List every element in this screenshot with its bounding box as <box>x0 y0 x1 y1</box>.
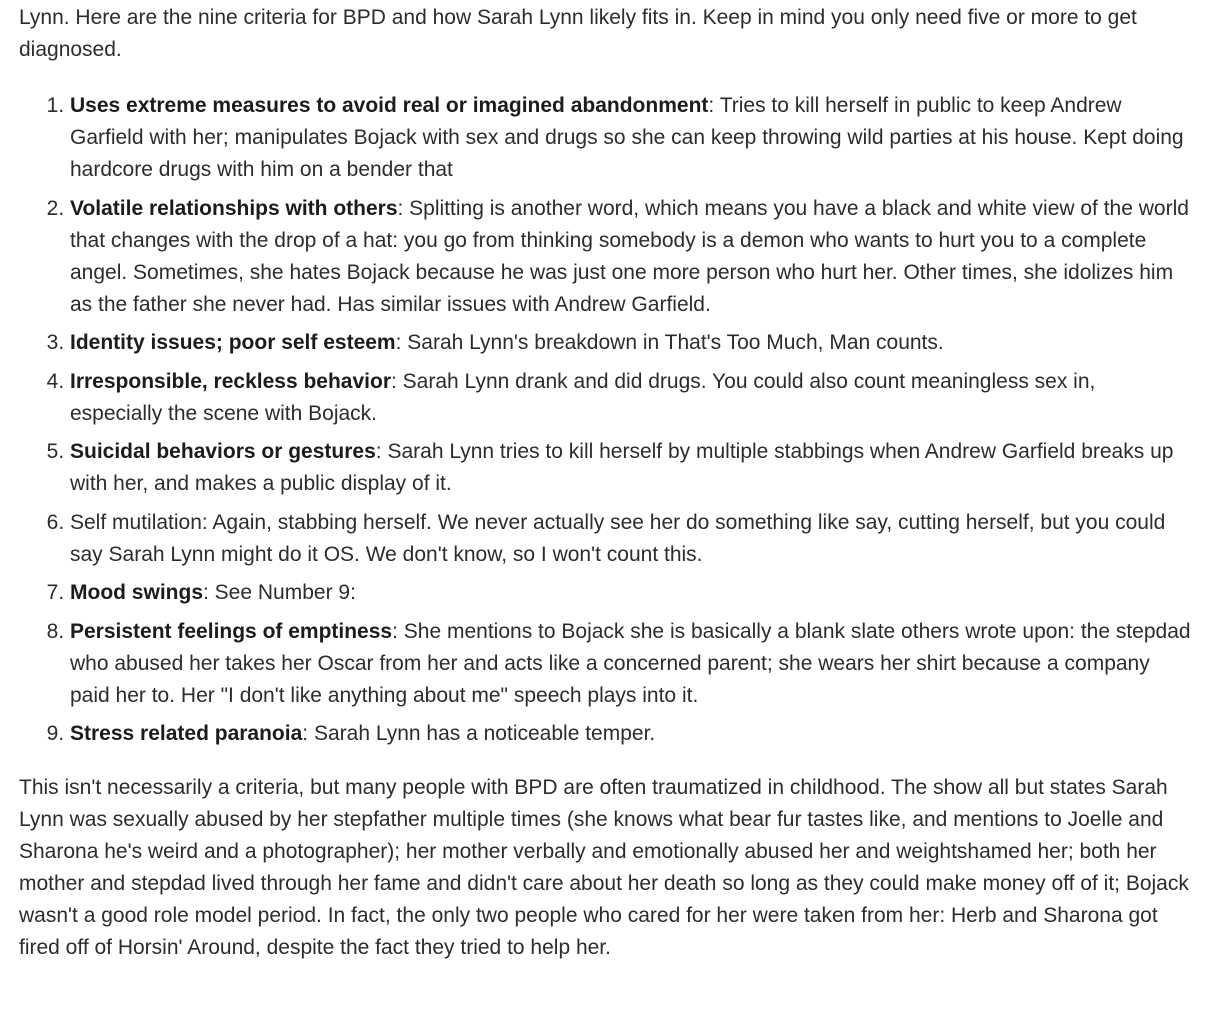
criteria-item-2 <box>70 193 1191 321</box>
criteria-item-8 <box>70 616 1191 712</box>
criteria-separator: : <box>708 94 715 117</box>
criteria-description: Sarah Lynn's breakdown in That's Too Much, Man counts. <box>401 331 944 354</box>
criteria-item-3 <box>70 327 1191 359</box>
criteria-description: She mentions to Bojack she is basically a blank slate others wrote upon: the stepdad who abused her takes her Oscar from her and acts like a concerned parent; she wears her shirt because a company paid her to. Her "I don't like anything about me" speech plays into it. <box>70 619 1191 707</box>
criteria-description: Tries to kill herself in public to keep Andrew Garfield with her; manipulates Bojack with sex and drugs so she can keep throwing wild parties at his house. Kept doing hardcore drugs with him on a bender that <box>70 94 1184 181</box>
criteria-term: Irresponsible, reckless behavior <box>70 369 391 393</box>
criteria-list <box>19 90 1191 750</box>
criteria-separator: : <box>203 581 209 604</box>
criteria-item-5 <box>70 436 1191 500</box>
criteria-item-4 <box>70 366 1191 430</box>
criteria-item-7 <box>70 577 1191 609</box>
closing-paragraph: This isn't necessarily a criteria, but many people with BPD are often traumatized in childhood. The show all but states Sarah Lynn was sexually abused by her stepfather multiple times (she knows what bear fur tastes like, and mentions to Joelle and Sharona he's weird and a photographer); her mother verbally and emotionally abused her and weightshamed her; both her mother and stepdad lived through her fame and didn't care about her death so long as they could make money off of it; Bojack wasn't a good role model period. In fact, the only two people who cared for her were taken from her: Herb and Sharona got fired off of Horsin' Around, despite the fact they tried to help her. <box>19 776 1189 959</box>
criteria-description: See Number 9: <box>208 581 356 604</box>
criteria-description: Sarah Lynn tries to kill herself by multiple stabbings when Andrew Garfield breaks up with her, and makes a public display of it. <box>70 440 1174 495</box>
criteria-separator: : <box>395 331 402 354</box>
criteria-separator: : <box>391 369 397 393</box>
criteria-term: Suicidal behaviors or gestures <box>70 440 376 463</box>
criteria-item-6 <box>70 507 1191 571</box>
criteria-separator: : <box>397 196 404 220</box>
criteria-term: Persistent feelings of emptiness <box>70 619 393 643</box>
criteria-description: Self mutilation: Again, stabbing herself. We never actually see her do something like say, cutting herself, but you could say Sarah Lynn might do it OS. We don't know, so I won't count this. <box>70 510 1166 566</box>
intro-paragraph: Lynn. Here are the nine criteria for BPD and how Sarah Lynn likely fits in. Keep in mind you only need five or more to get diagnosed. <box>19 6 1137 61</box>
criteria-description: Sarah Lynn has a noticeable temper. <box>308 722 656 745</box>
criteria-separator: : <box>375 440 382 463</box>
criteria-separator: : <box>302 722 309 745</box>
criteria-term: Uses extreme measures to avoid real or imagined abandonment <box>70 94 709 117</box>
criteria-item-1 <box>70 90 1191 186</box>
criteria-separator: : <box>392 619 398 643</box>
criteria-term: Stress related paranoia <box>70 722 303 745</box>
criteria-term: Mood swings <box>70 581 203 604</box>
criteria-term: Identity issues; poor self esteem <box>70 331 396 354</box>
article-body <box>19 2 1191 964</box>
criteria-item-9 <box>70 718 1191 750</box>
criteria-description: Splitting is another word, which means you have a black and white view of the world that changes with the drop of a hat: you go from thinking somebody is a demon who wants to hurt you to a complete angel. Sometimes, she hates Bojack because he was just one more person who hurt her. Other times, she idolizes him as the father she never had. Has similar issues with Andrew Garfield. <box>70 196 1189 316</box>
criteria-term: Volatile relationships with others <box>70 196 398 220</box>
criteria-description: Sarah Lynn drank and did drugs. You could also count meaningless sex in, especially the scene with Bojack. <box>70 369 1096 425</box>
